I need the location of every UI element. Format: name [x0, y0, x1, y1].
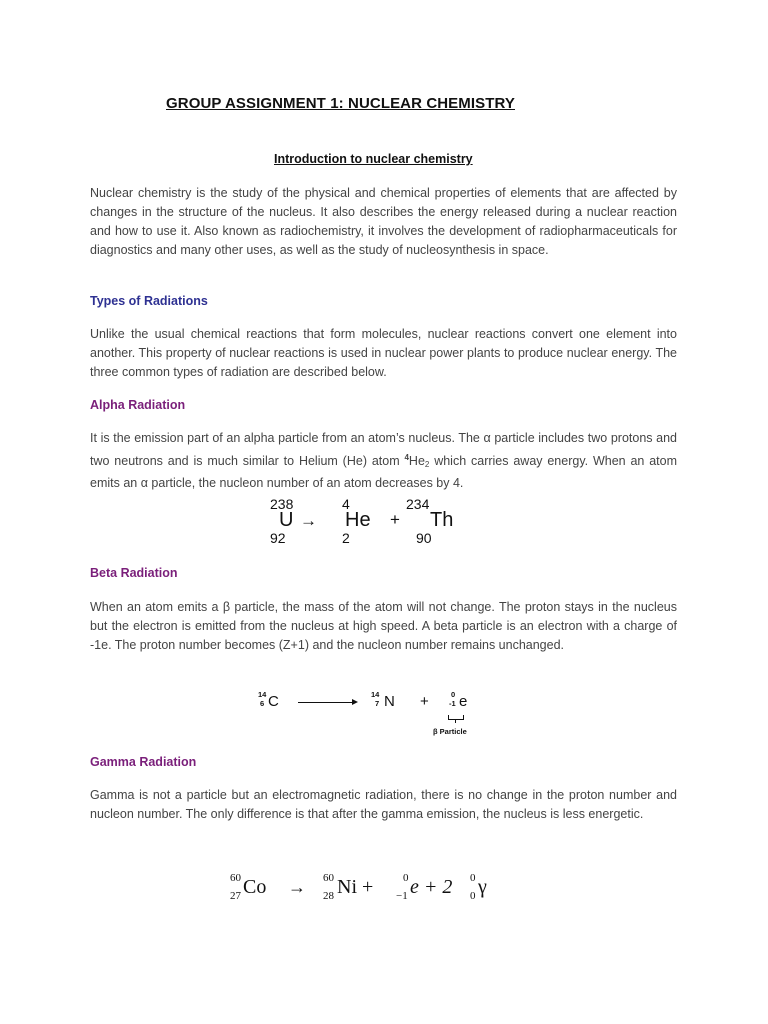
beta-decay-equation: [250, 688, 490, 738]
helium-atomic-number: 2: [424, 460, 430, 469]
nitrogen-symbol: N: [384, 693, 395, 710]
gamma-decay-equation: [226, 868, 506, 912]
gamma-arrow: →: [288, 877, 306, 897]
cobalt-symbol: Co: [243, 876, 267, 898]
document-title: GROUP ASSIGNMENT 1: NUCLEAR CHEMISTRY: [166, 95, 515, 112]
beta-plus: +: [420, 693, 429, 710]
gamma-paragraph: Gamma is not a particle but an electromagnetic radiation, there is no change in the proton number and nucleon number. The only difference is that after the gamma emission, the nucleus is less energetic.: [90, 788, 677, 821]
electron-gamma-symbol: [410, 876, 452, 899]
nickel-symbol: Ni +: [337, 876, 374, 898]
carbon-mass-number: 14: [258, 690, 267, 699]
gamma-heading: Gamma Radiation: [90, 755, 197, 769]
thorium-symbol: Th: [430, 509, 454, 531]
helium-symbol: He: [408, 454, 425, 468]
beta-arrow-icon: [298, 702, 354, 703]
uranium-mass-number: 238: [270, 496, 294, 512]
alpha-arrow: →: [300, 511, 317, 530]
thorium-mass-number: 234: [406, 496, 430, 512]
nickel-atomic-number: 28: [323, 890, 334, 902]
alpha-decay-equation: [258, 496, 468, 546]
beta-bracket-stem-icon: [455, 719, 456, 723]
beta-heading: Beta Radiation: [90, 566, 178, 580]
helium-mass-number: 4: [404, 453, 409, 462]
thorium-atomic-number: 90: [416, 530, 432, 546]
alpha-paragraph: [90, 429, 677, 493]
alpha-plus: +: [390, 510, 400, 529]
gamma-ray-atomic-number: 0: [470, 890, 476, 902]
gamma-ray-mass-number: 0: [470, 872, 476, 884]
beta-particle-caption: β Particle: [433, 727, 467, 736]
beta-paragraph: When an atom emits a β particle, the mass of the atom will not change. The proton stays in the nucleus but the electron is emitted from the nucleus at high speed. A beta particle is an electron with a charge of -1e. The proton number becomes (Z+1) and the nucleon number remains unchanged.: [90, 600, 677, 652]
helium-eq-symbol: He: [345, 509, 371, 531]
electron-mass-number: 0: [451, 690, 456, 699]
beta-arrow-head-icon: [352, 699, 358, 705]
cobalt-atomic-number: 27: [230, 890, 241, 902]
types-paragraph: Unlike the usual chemical reactions that form molecules, nuclear reactions convert one element into another. This property of nuclear reactions is used in nuclear power plants to produce nuclear energy. The three common types of radiation are described below.: [90, 327, 677, 379]
uranium-atomic-number: 92: [270, 530, 286, 546]
electron-gamma-symbol-text: e + 2: [410, 876, 453, 898]
electron-gamma-atomic-number: −1: [396, 890, 408, 902]
alpha-heading: Alpha Radiation: [90, 398, 186, 412]
carbon-atomic-number: 6: [260, 699, 265, 708]
types-heading: Types of Radiations: [90, 294, 208, 308]
nitrogen-atomic-number: 7: [375, 699, 380, 708]
alpha-text-part1: It is the emission part of an alpha particle from an atom’s nucleus. The α particle includes two protons and two neutrons and is much similar to Helium (He) atom: [90, 431, 677, 468]
cobalt-mass-number: 60: [230, 872, 241, 884]
helium-eq-mass-number: 4: [342, 496, 350, 512]
electron-gamma-mass-number: 0: [403, 872, 409, 884]
electron-symbol: e: [459, 693, 468, 710]
nickel-mass-number: 60: [323, 872, 334, 884]
intro-heading: Introduction to nuclear chemistry: [274, 152, 473, 166]
beta-bracket-icon: [448, 715, 464, 720]
gamma-ray-symbol: γ: [478, 876, 487, 898]
alpha-text-part2: which carries away energy. When an atom emits an α particle, the nucleon number of an atom decreases by 4.: [90, 454, 677, 490]
uranium-symbol: U: [279, 509, 294, 531]
intro-paragraph: Nuclear chemistry is the study of the physical and chemical properties of elements that are affected by changes in the structure of the nucleus. It also describes the energy released during a nuclear reaction and how to use it. Also known as radiochemistry, it involves the development of radiopharmaceuticals for diagnostics and many other uses, as well as the study of nucleosynthesis in space.: [90, 186, 677, 257]
helium-eq-atomic-number: 2: [342, 530, 350, 546]
electron-atomic-number: -1: [449, 699, 456, 708]
nitrogen-mass-number: 14: [371, 690, 380, 699]
carbon-symbol: C: [268, 693, 279, 710]
